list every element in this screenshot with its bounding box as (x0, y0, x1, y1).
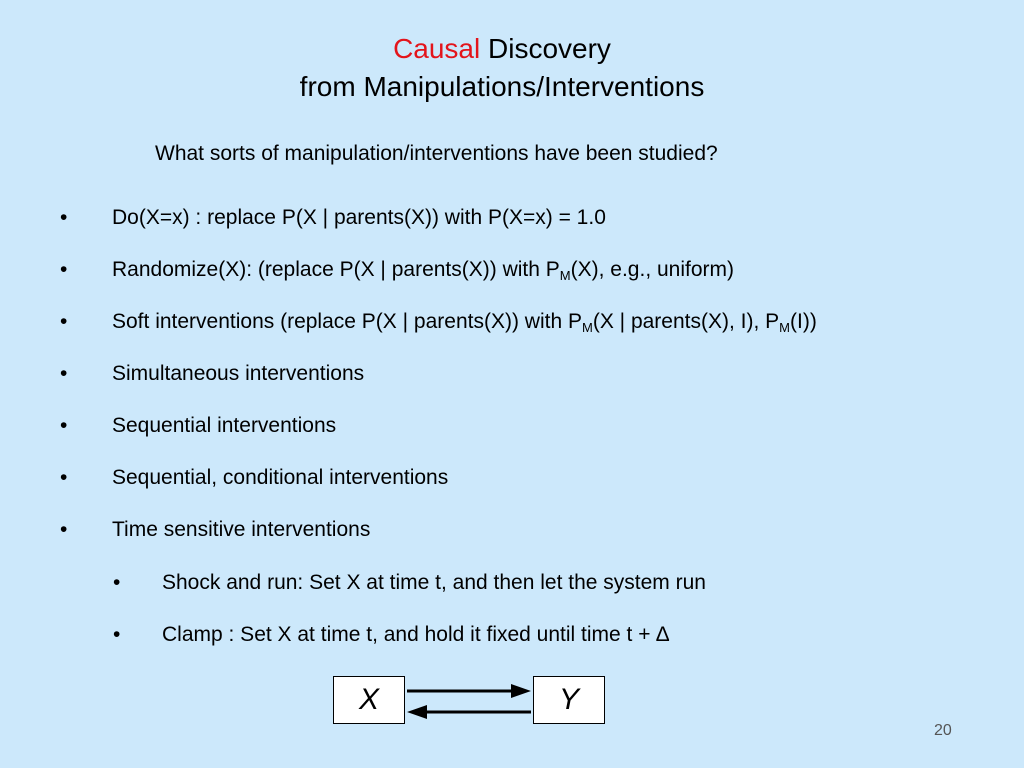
bullet-text-part: (X | parents(X), I), P (592, 310, 780, 333)
subscript: M (779, 320, 791, 335)
subscript: M (581, 320, 593, 335)
sub-bullet-item (0, 568, 1024, 598)
bullet-text-part: Soft interventions (replace P(X | parents(X)) with P (112, 310, 582, 333)
bidirectional-arrows (405, 676, 533, 724)
bullet-marker: • (60, 206, 68, 229)
bullet-marker: • (60, 362, 68, 385)
bullet-text (112, 307, 817, 337)
bullet-marker: • (60, 414, 68, 437)
bullet-marker: • (113, 623, 121, 646)
page-number: 20 (934, 722, 952, 739)
title-word: Discovery (480, 33, 611, 64)
diagram-node-x: X (333, 676, 405, 724)
subscript: M (559, 268, 571, 283)
title-line-2: from Manipulations/Interventions (299, 71, 705, 102)
bullet-text-part: (I)) (790, 310, 817, 333)
arrowhead-right (511, 684, 531, 698)
bullet-text-part: Randomize(X): (replace P(X | parents(X)) with P (112, 258, 560, 281)
bullet-text: Simultaneous interventions (112, 362, 365, 385)
bullet-item (0, 203, 1024, 233)
slide-subtitle: What sorts of manipulation/interventions have been studied? (155, 142, 718, 165)
bullet-text: Sequential interventions (112, 414, 337, 437)
title-accent-word: Causal (393, 33, 481, 64)
sub-bullet-item (0, 620, 1024, 650)
bullet-marker: • (113, 571, 121, 594)
diagram-node-y: Y (533, 676, 605, 724)
title-line-1 (0, 30, 1004, 68)
bullet-marker: • (60, 258, 68, 281)
bullet-item (0, 255, 1024, 285)
bullet-marker: • (60, 310, 68, 333)
bullet-text: Clamp : Set X at time t, and hold it fixed until time t + ∆ (162, 623, 670, 646)
bullet-text: Time sensitive interventions (112, 518, 371, 541)
slide-title (0, 30, 1004, 106)
bullet-text: Sequential, conditional interventions (112, 466, 449, 489)
bullet-marker: • (60, 466, 68, 489)
bullet-item (0, 515, 1024, 545)
bullet-item (0, 463, 1024, 493)
arrowhead-left (407, 705, 427, 719)
bullet-text: Shock and run: Set X at time t, and then let the system run (162, 571, 706, 594)
bullet-text-part: (X), e.g., uniform) (570, 258, 735, 281)
bullet-item (0, 307, 1024, 337)
bullet-item (0, 359, 1024, 389)
bullet-text: Do(X=x) : replace P(X | parents(X)) with P(X=x) = 1.0 (112, 206, 606, 229)
bullet-text (112, 255, 734, 285)
bullet-marker: • (60, 518, 68, 541)
bullet-item (0, 411, 1024, 441)
